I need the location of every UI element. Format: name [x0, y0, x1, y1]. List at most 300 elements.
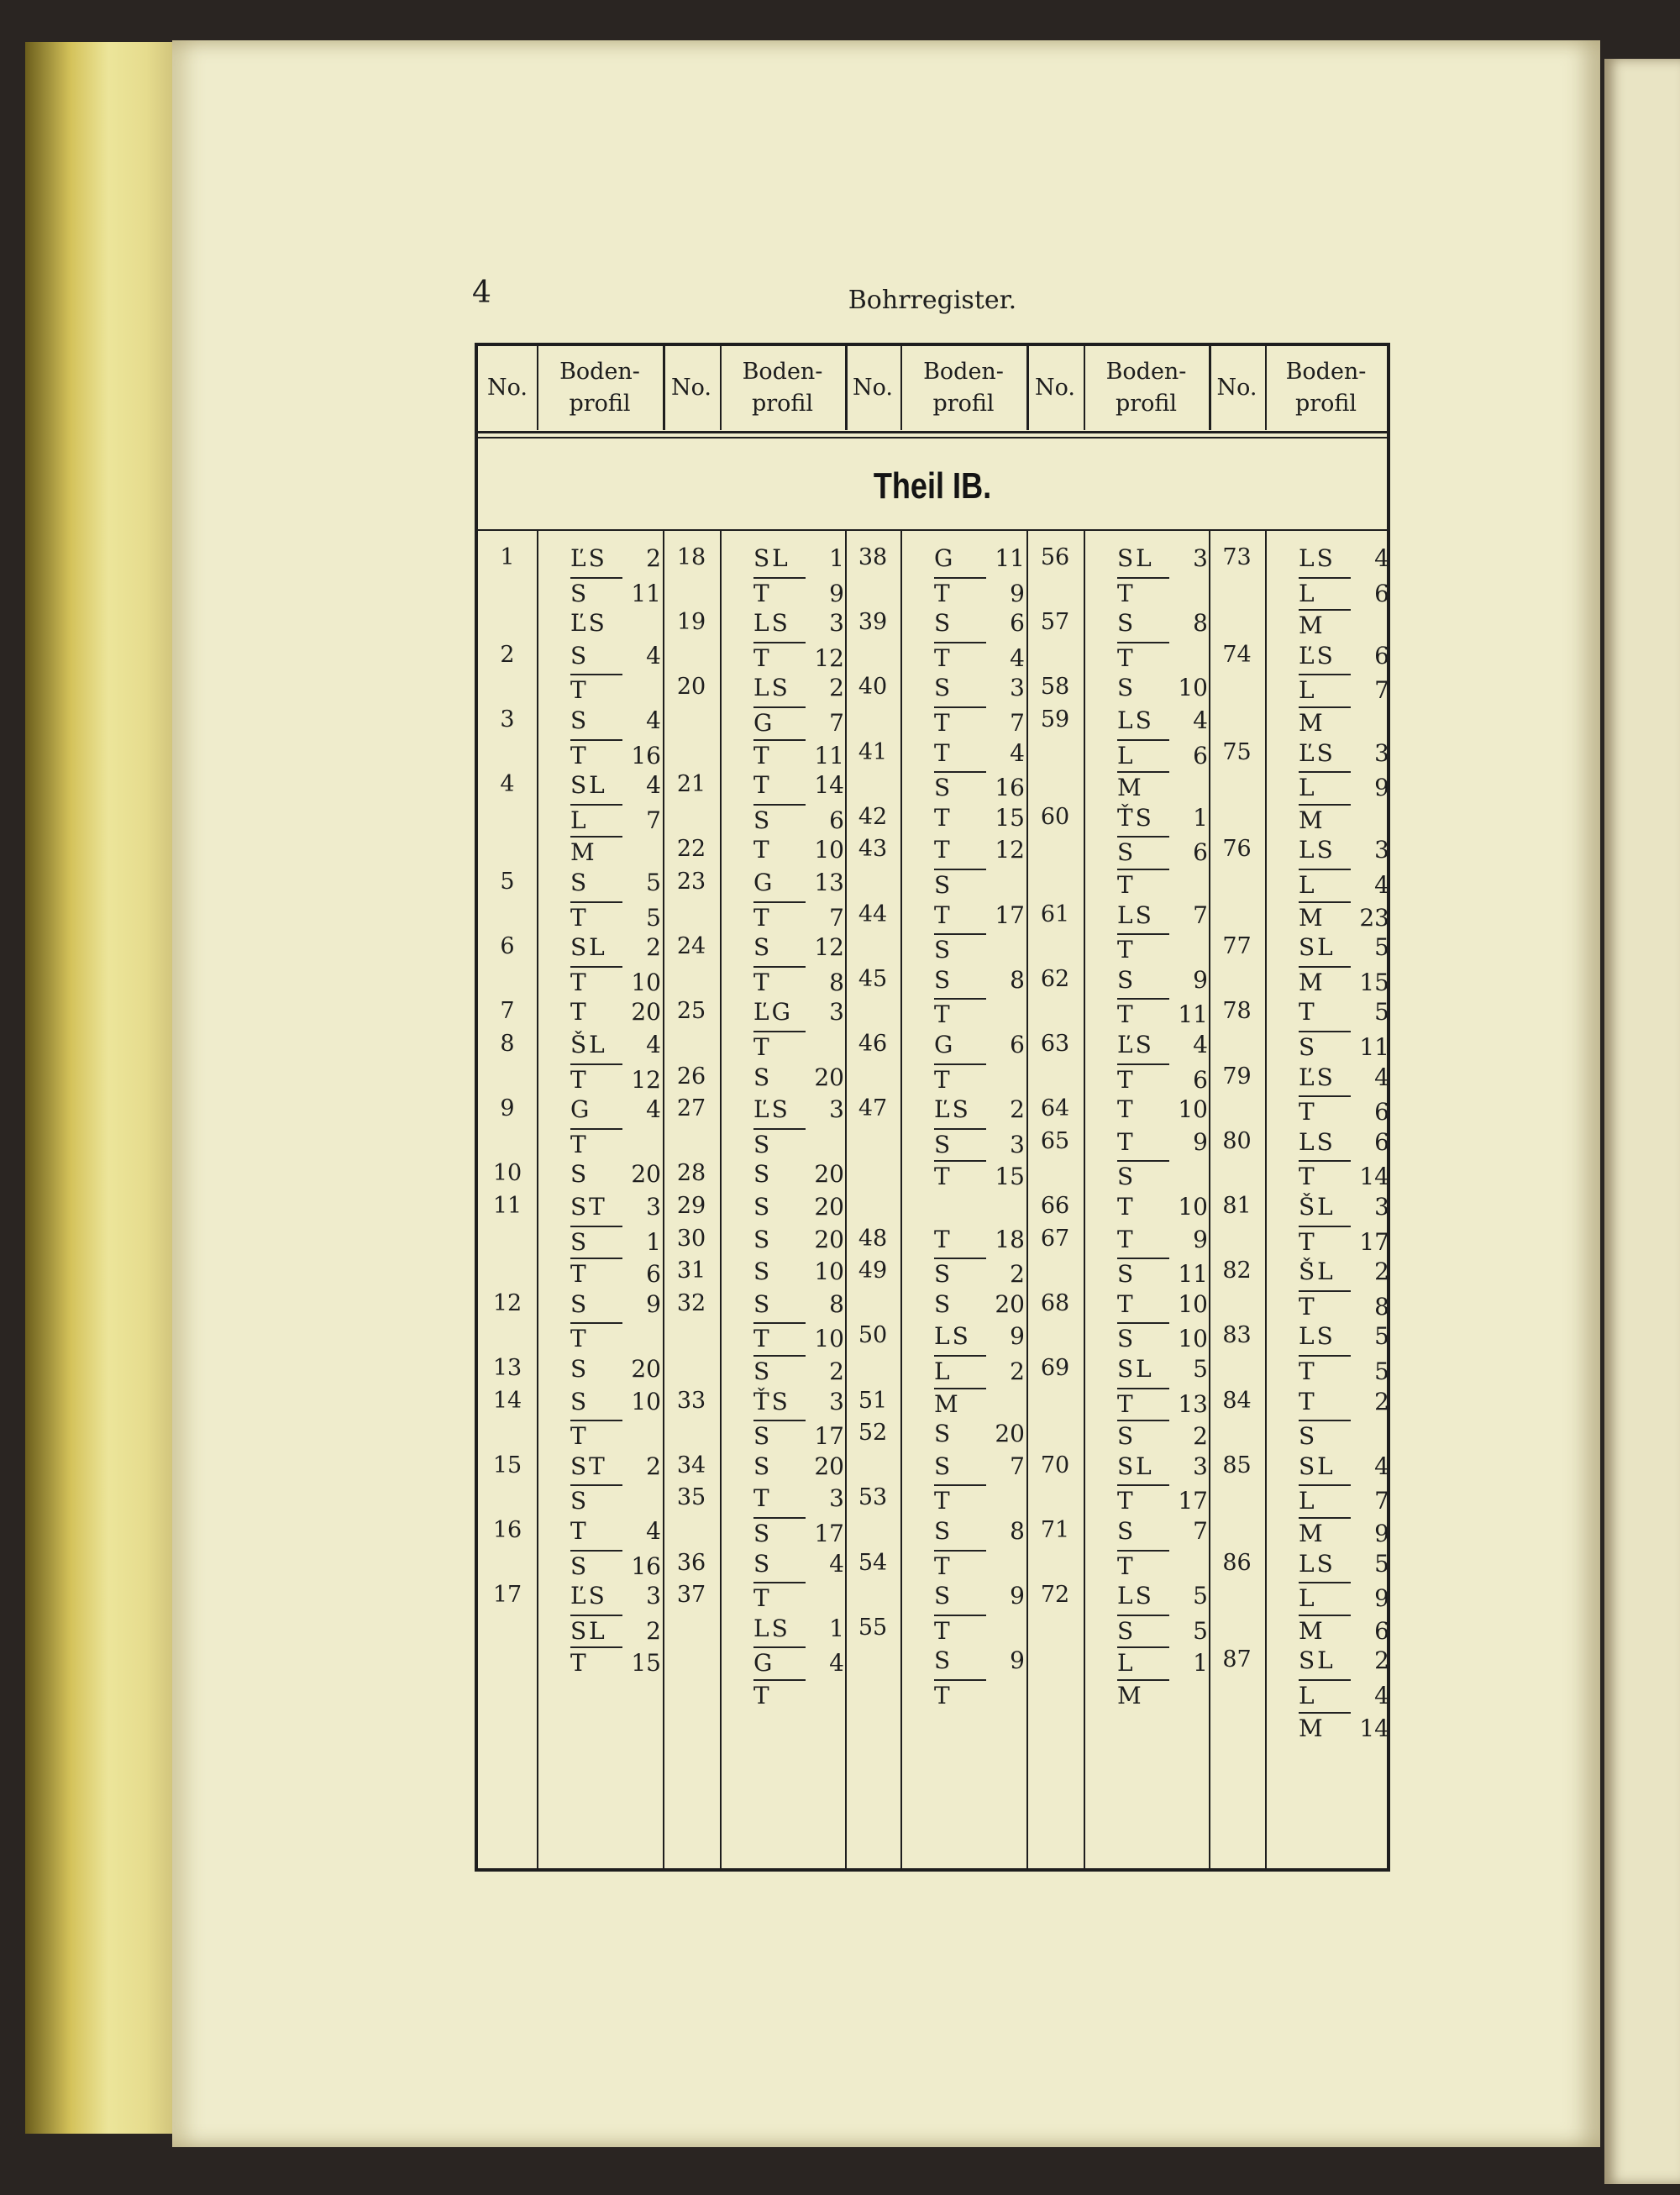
soil-code: S: [753, 1517, 806, 1547]
soil-code: G: [570, 1095, 592, 1124]
bohr-number: 82: [1222, 1258, 1252, 1284]
bodenprofil-entry: [934, 901, 1025, 929]
bodenprofil-entry: [1299, 771, 1389, 801]
depth-value: 20: [631, 1355, 661, 1383]
bodenprofil-entry: [570, 577, 661, 607]
soil-code: S: [1117, 609, 1137, 638]
depth-value: 9: [646, 1289, 661, 1318]
bodenprofil-entry: [753, 674, 844, 701]
bodenprofil-entry: [934, 1517, 1025, 1545]
soil-code: S: [934, 1289, 953, 1318]
depth-value: 10: [631, 1387, 661, 1415]
bohr-number: 49: [858, 1258, 888, 1284]
soil-code: T: [934, 1225, 953, 1253]
header-profil-line2: profil: [751, 391, 814, 417]
bodenprofil-entry: [1299, 674, 1389, 704]
bodenprofil-entry: [934, 1258, 1025, 1288]
soil-code: LS: [1299, 836, 1336, 864]
soil-code: ĽG: [753, 998, 793, 1027]
bodenprofil-entry: [934, 804, 1025, 832]
bodenprofil-entry: [570, 1193, 661, 1221]
soil-code: T: [934, 836, 953, 864]
soil-code: L: [1299, 1582, 1351, 1612]
bohr-number: 6: [500, 933, 515, 960]
soil-code: S: [570, 1355, 590, 1383]
depth-value: 4: [829, 1649, 844, 1678]
soil-code: S: [753, 1193, 773, 1221]
soil-code: SL: [570, 771, 607, 800]
bodenprofil-entry: [934, 1550, 1025, 1580]
bodenprofil-entry: [1117, 901, 1208, 929]
depth-value: 12: [995, 836, 1025, 864]
bodenprofil-entry: [1299, 1355, 1389, 1385]
soil-code: G: [753, 869, 775, 896]
bodenprofil-entry: [753, 1679, 844, 1709]
soil-code: S: [934, 771, 986, 801]
bohr-number: 1: [500, 544, 515, 570]
depth-value: 17: [814, 1520, 844, 1547]
bodenprofil-entry: [1117, 1031, 1208, 1058]
depth-value: 17: [1178, 1487, 1208, 1515]
bodenprofil-entry: [1117, 739, 1208, 769]
soil-code: M: [1117, 771, 1169, 801]
header-bodenprofil: [537, 346, 663, 430]
depth-value: 6: [829, 806, 844, 834]
bodenprofil-entry: [934, 836, 1025, 864]
header-no: [845, 346, 900, 430]
soil-code: T: [1117, 933, 1169, 964]
soil-code: T: [753, 642, 806, 672]
soil-code: SL: [570, 933, 607, 962]
bodenprofil-entry: [753, 1484, 844, 1512]
depth-value: 20: [814, 1452, 844, 1480]
depth-value: 6: [646, 1260, 661, 1289]
header-rule: [478, 431, 1387, 433]
bodenprofil-entry: [1117, 771, 1208, 801]
soil-code: T: [1299, 1226, 1351, 1256]
bohr-number: 81: [1222, 1193, 1252, 1219]
soil-code: T: [753, 901, 806, 932]
bohr-number: 25: [676, 998, 706, 1025]
depth-value: 5: [1193, 1582, 1208, 1610]
bodenprofil-entry: [1117, 577, 1208, 607]
depth-value: 3: [1374, 836, 1389, 864]
bohr-number: 20: [676, 674, 706, 701]
depth-value: 9: [829, 579, 844, 607]
depth-value: 3: [829, 609, 844, 638]
bodenprofil-entry: [1299, 1226, 1389, 1256]
depth-value: 13: [814, 869, 844, 896]
depth-value: 7: [829, 709, 844, 737]
bodenprofil-entry: [1117, 1063, 1208, 1094]
soil-code: T: [570, 1128, 622, 1158]
bodenprofil-entry: [1299, 1160, 1389, 1190]
soil-code: T: [570, 1420, 622, 1450]
depth-value: 17: [1359, 1227, 1389, 1256]
depth-value: 7: [1193, 901, 1208, 929]
bohr-number: 58: [1040, 674, 1070, 701]
bodenprofil-entry: [570, 836, 661, 866]
depth-value: 11: [1178, 1000, 1208, 1029]
soil-code: T: [934, 901, 953, 929]
bodenprofil-entry: [753, 1322, 844, 1352]
bodenprofil-entry: [1117, 609, 1208, 637]
depth-value: 5: [1193, 1355, 1208, 1383]
body-divider: [900, 529, 902, 1868]
header-profil-line1: Boden-: [1285, 359, 1367, 385]
bodenprofil-entry: [1117, 836, 1208, 866]
bodenprofil-entry: [934, 1615, 1025, 1645]
bodenprofil-entry: [753, 1646, 844, 1677]
depth-value: 12: [631, 1065, 661, 1094]
bodenprofil-entry: [753, 1550, 844, 1578]
bodenprofil-entry: [570, 1615, 661, 1645]
bodenprofil-entry: [1299, 1712, 1389, 1742]
bodenprofil-entry: [934, 933, 1025, 964]
bodenprofil-entry: [1299, 1063, 1389, 1091]
soil-code: LS: [1117, 1582, 1154, 1610]
depth-value: 5: [1374, 1322, 1389, 1351]
bodenprofil-entry: [1299, 1420, 1389, 1450]
bodenprofil-entry: [570, 998, 661, 1026]
soil-code: T: [570, 1063, 622, 1094]
bodenprofil-entry: [934, 771, 1025, 801]
soil-code: T: [570, 966, 622, 996]
depth-value: 4: [646, 641, 661, 670]
soil-code: S: [934, 869, 986, 899]
depth-value: 4: [1193, 706, 1208, 734]
bodenprofil-entry: [570, 1550, 661, 1580]
bohr-number: 86: [1222, 1549, 1252, 1576]
soil-code: LS: [753, 609, 790, 638]
header-no-label: No.: [1216, 375, 1257, 401]
header-rule-double: [478, 437, 1387, 438]
bodenprofil-entry: [1299, 1031, 1389, 1061]
soil-code: S: [570, 577, 622, 607]
bodenprofil-entry: [1117, 966, 1208, 994]
bohr-number: 60: [1040, 803, 1070, 830]
bohr-number: 69: [1040, 1355, 1070, 1381]
soil-code: T: [1299, 1387, 1317, 1415]
header-profil-line2: profil: [1294, 391, 1357, 417]
soil-code: SL: [1299, 1452, 1336, 1480]
bohr-number: 65: [1040, 1127, 1070, 1154]
bodenprofil-entry: [934, 1322, 1025, 1350]
soil-code: T: [1117, 577, 1169, 607]
soil-code: T: [1117, 1063, 1169, 1094]
bohr-number: 66: [1040, 1193, 1070, 1219]
soil-code: ST: [570, 1193, 607, 1221]
soil-code: S: [753, 1420, 806, 1450]
soil-code: L: [1299, 674, 1351, 704]
bohr-number: 21: [676, 771, 706, 798]
bohr-number: 9: [500, 1095, 515, 1122]
header-profil-line1: Boden-: [742, 359, 823, 385]
bodenprofil-entry: [1299, 1484, 1389, 1515]
depth-value: 15: [995, 1163, 1025, 1191]
depth-value: 10: [631, 968, 661, 996]
depth-value: 9: [1374, 774, 1389, 802]
book-page-edges: [25, 42, 176, 2134]
soil-code: ŠL: [1299, 1193, 1336, 1221]
bodenprofil-entry: [1299, 1679, 1389, 1709]
soil-code: T: [1117, 869, 1169, 899]
bodenprofil-entry: [570, 706, 661, 734]
soil-code: T: [753, 1484, 772, 1513]
soil-code: S: [1117, 674, 1137, 702]
soil-code: ŠL: [570, 1031, 607, 1058]
header-profil-line1: Boden-: [923, 359, 1004, 385]
soil-code: T: [1117, 1193, 1136, 1221]
bodenprofil-entry: [1117, 1095, 1208, 1123]
bodenprofil-entry: [1117, 674, 1208, 701]
soil-code: SL: [570, 1615, 622, 1645]
bodenprofil-entry: [1117, 1420, 1208, 1450]
depth-value: 9: [1010, 1322, 1025, 1351]
bodenprofil-entry: [1117, 1484, 1208, 1515]
bodenprofil-entry: [1117, 1128, 1208, 1156]
bodenprofil-entry: [570, 1128, 661, 1158]
bodenprofil-entry: [570, 1517, 661, 1545]
bohr-number: 3: [500, 706, 515, 733]
depth-value: 3: [829, 1095, 844, 1124]
bodenprofil-entry: [570, 739, 661, 769]
bodenprofil-entry: [934, 966, 1025, 994]
depth-value: 1: [1193, 803, 1208, 832]
bodenprofil-entry: [934, 1128, 1025, 1158]
depth-value: 3: [829, 1387, 844, 1415]
header-no-label: No.: [853, 375, 893, 401]
bohr-number: 14: [492, 1387, 522, 1414]
bodenprofil-entry: [934, 1679, 1025, 1709]
soil-code: SL: [1299, 1646, 1336, 1675]
soil-code: S: [934, 1582, 953, 1610]
depth-value: 11: [1359, 1033, 1389, 1061]
soil-code: M: [1299, 1517, 1351, 1547]
soil-code: S: [1117, 836, 1169, 866]
bohr-number: 37: [676, 1582, 706, 1609]
soil-code: T: [1299, 1160, 1351, 1190]
bodenprofil-entry: [753, 1290, 844, 1318]
soil-code: LS: [934, 1322, 971, 1351]
bodenprofil-entry: [1117, 1646, 1208, 1677]
depth-value: 8: [1374, 1292, 1389, 1321]
depth-value: 2: [1193, 1422, 1208, 1451]
soil-code: S: [570, 641, 590, 670]
soil-code: T: [753, 836, 772, 864]
depth-value: 3: [646, 1193, 661, 1221]
depth-value: 4: [646, 1031, 661, 1058]
depth-value: 2: [829, 674, 844, 702]
bodenprofil-entry: [1299, 804, 1389, 834]
soil-code: T: [753, 1031, 806, 1061]
body-divider: [720, 529, 722, 1868]
depth-value: 5: [1374, 998, 1389, 1027]
soil-code: LS: [1117, 706, 1154, 734]
bohr-number: 5: [500, 869, 515, 895]
depth-value: 10: [1178, 1325, 1208, 1353]
soil-code: M: [1299, 609, 1351, 639]
soil-code: S: [753, 1549, 773, 1578]
header-no: [663, 346, 720, 430]
bohr-number: 23: [676, 869, 706, 895]
bohr-number: 63: [1040, 1031, 1070, 1057]
depth-value: 15: [631, 1649, 661, 1678]
bodenprofil-entry: [570, 1290, 661, 1318]
bodenprofil-entry: [753, 901, 844, 932]
bodenprofil-entry: [570, 1031, 661, 1058]
depth-value: 6: [1193, 1065, 1208, 1094]
depth-value: 6: [1010, 609, 1025, 638]
bodenprofil-entry: [753, 933, 844, 961]
depth-value: 20: [995, 1289, 1025, 1318]
bodenprofil-entry: [934, 544, 1025, 572]
depth-value: 17: [995, 901, 1025, 929]
soil-code: T: [934, 1484, 986, 1515]
bodenprofil-entry: [570, 933, 661, 961]
depth-value: 5: [1374, 1549, 1389, 1578]
depth-value: 10: [814, 1258, 844, 1286]
soil-code: T: [934, 706, 986, 737]
bodenprofil-entry: [1117, 642, 1208, 672]
bodenprofil-entry: [934, 1420, 1025, 1447]
soil-code: S: [570, 1387, 590, 1415]
facing-page-edge: [1604, 59, 1680, 2184]
header-profil-line2: profil: [569, 391, 631, 417]
bodenprofil-entry: [934, 674, 1025, 701]
bohr-number: 17: [492, 1582, 522, 1609]
soil-code: S: [753, 1160, 773, 1189]
depth-value: 11: [1178, 1260, 1208, 1289]
depth-value: 1: [829, 544, 844, 572]
bohr-number: 44: [858, 901, 888, 927]
bodenprofil-entry: [570, 1160, 661, 1188]
depth-value: 4: [829, 1549, 844, 1578]
bodenprofil-entry: [1117, 1517, 1208, 1545]
header-no: [1209, 346, 1265, 430]
depth-value: 20: [814, 1225, 844, 1253]
soil-code: T: [753, 1679, 806, 1709]
depth-value: 6: [1374, 1127, 1389, 1156]
depth-value: 20: [814, 1063, 844, 1091]
bohrregister-table: [475, 343, 1390, 1872]
soil-code: S: [934, 1128, 986, 1158]
soil-code: T: [1299, 998, 1317, 1027]
soil-code: S: [570, 1289, 590, 1318]
soil-code: S: [934, 1646, 953, 1675]
bodenprofil-entry: [934, 706, 1025, 737]
bohr-number: 34: [676, 1452, 706, 1478]
depth-value: 2: [1374, 1258, 1389, 1286]
bohr-number: 64: [1040, 1095, 1070, 1122]
bodenprofil-entry: [1117, 933, 1208, 964]
bodenprofil-entry: [1299, 1550, 1389, 1578]
depth-value: 2: [1010, 1260, 1025, 1289]
depth-value: 9: [1193, 1127, 1208, 1156]
soil-code: ĽS: [934, 1095, 971, 1124]
bodenprofil-entry: [1299, 739, 1389, 767]
soil-code: SL: [1117, 544, 1154, 572]
soil-code: L: [1299, 869, 1351, 899]
soil-code: T: [570, 739, 622, 769]
soil-code: L: [934, 1355, 986, 1385]
soil-code: S: [570, 1550, 622, 1580]
depth-value: 4: [646, 1517, 661, 1545]
bodenprofil-entry: [570, 804, 661, 834]
soil-code: T: [1117, 998, 1169, 1028]
bohr-number: 68: [1040, 1289, 1070, 1316]
depth-value: 8: [1010, 965, 1025, 994]
soil-code: G: [934, 544, 956, 572]
soil-code: S: [570, 1160, 590, 1189]
depth-value: 16: [995, 774, 1025, 802]
depth-value: 16: [631, 1552, 661, 1580]
section-rule: [478, 529, 1387, 531]
soil-code: T: [1117, 642, 1169, 672]
soil-code: T: [934, 738, 953, 767]
soil-code: T: [570, 1258, 622, 1288]
soil-code: LS: [1299, 1549, 1336, 1578]
soil-code: M: [1299, 966, 1351, 996]
soil-code: T: [753, 739, 806, 769]
header-bodenprofil: [1084, 346, 1209, 430]
bohr-number: 38: [858, 544, 888, 570]
soil-code: S: [753, 1063, 773, 1091]
bodenprofil-entry: [570, 1226, 661, 1256]
bohr-number: 36: [676, 1549, 706, 1576]
bodenprofil-entry: [1117, 1160, 1208, 1190]
bodenprofil-entry: [1299, 1322, 1389, 1350]
depth-value: 10: [1178, 674, 1208, 702]
depth-value: 2: [646, 544, 661, 572]
soil-code: T: [1117, 1127, 1136, 1156]
bodenprofil-entry: [753, 544, 844, 572]
depth-value: 2: [1010, 1357, 1025, 1385]
bodenprofil-entry: [1299, 1193, 1389, 1221]
depth-value: 20: [995, 1420, 1025, 1448]
depth-value: 3: [829, 998, 844, 1027]
depth-value: 6: [1374, 579, 1389, 607]
depth-value: 2: [1374, 1646, 1389, 1675]
bodenprofil-entry: [753, 1388, 844, 1415]
depth-value: 4: [1374, 544, 1389, 572]
bodenprofil-entry: [1299, 609, 1389, 639]
bohr-number: 62: [1040, 965, 1070, 992]
depth-value: 10: [1178, 1289, 1208, 1318]
depth-value: 16: [631, 741, 661, 769]
depth-value: 20: [631, 998, 661, 1027]
bodenprofil-entry: [934, 1063, 1025, 1094]
body-column-separator: [845, 529, 847, 1868]
soil-code: T: [570, 1646, 622, 1677]
soil-code: SL: [1117, 1452, 1154, 1480]
bohr-number: 35: [676, 1484, 706, 1511]
soil-code: SL: [753, 544, 790, 572]
bohr-number: 84: [1222, 1387, 1252, 1414]
soil-code: S: [753, 1225, 773, 1253]
bodenprofil-entry: [1299, 1452, 1389, 1480]
bohr-number: 41: [858, 738, 888, 765]
depth-value: 4: [1374, 1682, 1389, 1709]
soil-code: M: [570, 836, 622, 866]
depth-value: 15: [1359, 968, 1389, 996]
soil-code: L: [1117, 1646, 1169, 1677]
soil-code: S: [1117, 1258, 1169, 1288]
depth-value: 10: [1178, 1193, 1208, 1221]
bohr-number: 75: [1222, 738, 1252, 765]
depth-value: 2: [1374, 1387, 1389, 1415]
soil-code: S: [1117, 1420, 1169, 1450]
